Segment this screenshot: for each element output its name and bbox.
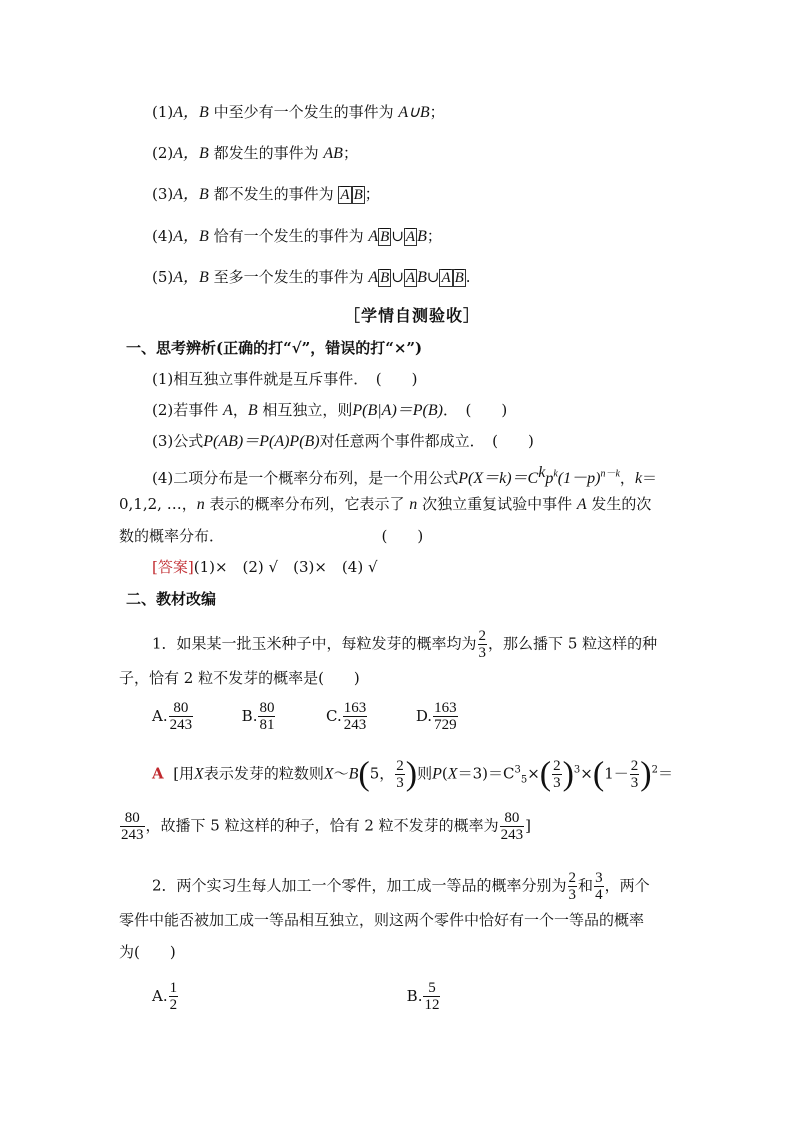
- event-line-4: (4)A，B 恰有一个发生的事件为 A $\overline{B}$ ∪ $\overline{A}$ B；: [152, 227, 442, 245]
- part1-heading: 一、思考辨析(正确的打“√”，错误的打“×”): [126, 339, 423, 357]
- event-text: 中至少有一个发生的事件为: [213, 103, 394, 121]
- event-vars: A，B: [173, 186, 209, 203]
- event-math: AB: [323, 145, 343, 162]
- event-text: 恰有一个发生的事件为: [213, 227, 364, 245]
- event-line-3: (3)A，B 都不发生的事件为 $\overline{A}$ $\overline{B}$ ；: [152, 185, 380, 203]
- event-text: 至多一个发生的事件为: [213, 268, 364, 286]
- event-number: (1): [152, 103, 174, 121]
- answer-line: [152, 557, 378, 577]
- answer-label: [答案]: [152, 558, 194, 576]
- event-math: A∪B: [398, 104, 430, 121]
- event-number: (3): [152, 185, 174, 203]
- event-text: 都不发生的事件为: [213, 185, 334, 203]
- event-math: $\overline{A}$: [340, 187, 350, 203]
- question-2: (2)若事件 A，B 相互独立，则P(B|A)＝P(B)． ( ): [152, 401, 508, 419]
- fraction: $\frac{2}{3}$: [478, 628, 487, 661]
- event-line-2: (2)A，B 都发生的事件为 AB；: [152, 144, 358, 162]
- event-math: $\overline{B}$: [353, 187, 363, 203]
- problem-2-line1: 2．两个实习生每人加工一个零件，加工成一等品的概率分别为 $\frac{2}{3}$ 和 $\frac{3}{4}$ ，两个: [152, 870, 650, 903]
- answer-text: (1)× (2) √ (3)× (4) √: [193, 558, 378, 576]
- event-line-5: (5)A，B 至多一个发生的事件为 A $\overline{B}$ ∪ $\overline{A}$ B∪ $\overline{A}$ $\overline{B}$ .: [152, 268, 471, 286]
- event-number: (2): [152, 144, 174, 162]
- answer-blank: ( ): [492, 432, 534, 450]
- option-d: D. $\frac{163}{729}$: [415, 700, 457, 733]
- problem-2-line2: 零件中能否被加工成一等品相互独立，则这两个零件中恰好有一个一等品的概率: [119, 911, 645, 929]
- event-number: (5): [152, 268, 174, 286]
- answer-blank: ( ): [381, 527, 424, 545]
- option-a: A. $\frac{1}{2}$: [152, 980, 178, 1013]
- option-b: B. $\frac{80}{81}$: [241, 700, 275, 733]
- part2-heading: 二、教材改编: [126, 590, 217, 608]
- section-title: ［学情自测验收］: [344, 306, 481, 325]
- answer-blank: ( ): [465, 401, 508, 419]
- event-vars: A，B: [173, 104, 209, 121]
- solution-letter: A: [152, 764, 164, 783]
- problem-2-line3: 为( ): [119, 943, 176, 961]
- option-b: B. $\frac{5}{12}$: [406, 980, 440, 1013]
- option-a: A. $\frac{80}{243}$: [152, 700, 193, 733]
- option-c: C. $\frac{163}{243}$: [326, 700, 367, 733]
- answer-blank: ( ): [375, 370, 418, 388]
- event-number: (4): [152, 227, 174, 245]
- question-4-line1: (4)二项分布是一个概率分布列，是一个用公式$P(X=k)=C^kp^k(1-p)^{n-k}$，k＝: [152, 464, 658, 487]
- question-1: (1)相互独立事件就是互斥事件． ( ): [152, 370, 418, 388]
- question-3: (3)公式P(AB)＝P(A)P(B)对任意两个事件都成立． ( ): [152, 432, 534, 450]
- event-vars: A，B: [173, 228, 209, 245]
- problem-1-options: [152, 700, 459, 733]
- event-text: 都发生的事件为: [213, 144, 319, 162]
- problem-2-options: [152, 980, 441, 1013]
- problem-1-line2: 子，恰有 2 粒不发芽的概率是( ): [119, 669, 360, 687]
- question-4-line2: 0,1,2, …，n 表示的概率分布列，它表示了 n 次独立重复试验中事件 A 发生的次: [119, 495, 652, 513]
- solution-1-line1: A [用X表示发芽的粒数则X～B(5， $\frac{2}{3}$ )则$P(X=3)=C^3_5\times$( $\frac{2}{3}$ )$^3$×(1－ $\frac{2}{3}$ )$^2$＝: [152, 755, 673, 793]
- solution-1-line2: $\frac{80}{243}$ ，故播下 5 粒这样的种子，恰有 2 粒不发芽的概率为 $\frac{80}{243}$ ]: [121, 810, 532, 843]
- event-vars: A，B: [173, 145, 209, 162]
- problem-1-line1: 1．如果某一批玉米种子中，每粒发芽的概率均为 $\frac{2}{3}$ ，那么播下 5 粒这样的种: [152, 628, 658, 661]
- event-vars: A，B: [173, 269, 209, 286]
- event-line-1: (1)A，B 中至少有一个发生的事件为 A∪B；: [152, 103, 445, 121]
- question-4-line3: 数的概率分布． ( ): [119, 527, 424, 545]
